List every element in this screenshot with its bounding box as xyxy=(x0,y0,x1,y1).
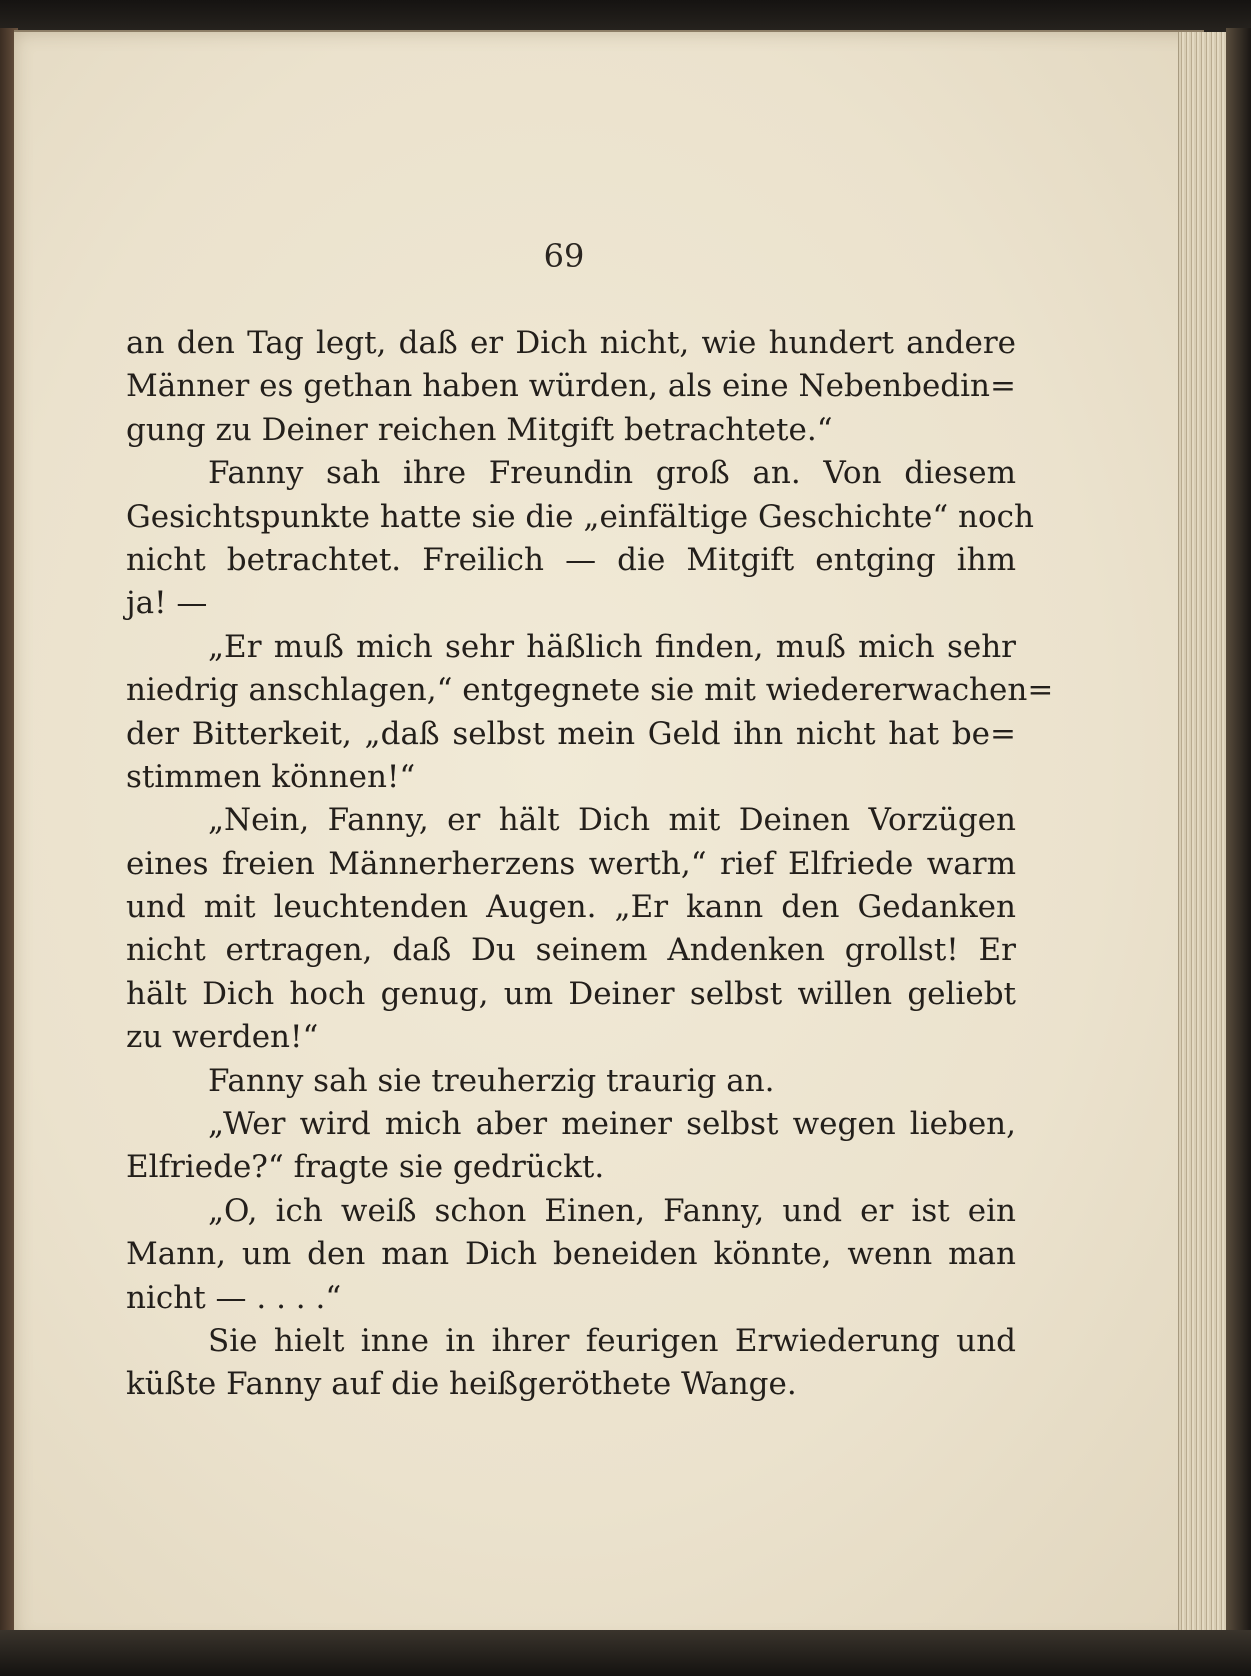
text-line: zu werden!“ xyxy=(126,1019,319,1056)
page-stack-edges xyxy=(1178,32,1227,1632)
text-line: Elfriede?“ fragte sie gedrückt. xyxy=(126,1149,605,1186)
text-line: Gesichtspunkte hatte sie die „einfältige Geschichte“ noch xyxy=(126,498,1035,535)
book-cover-right-edge xyxy=(1226,28,1251,1640)
text-line: Sie hielt inne in ihrer feurigen Erwiederung und xyxy=(208,1322,1016,1359)
text-line: niedrig anschlagen,“ entgegnete sie mit wiedererwachen= xyxy=(126,672,1054,709)
text-line: hält Dich hoch genug, um Deiner selbst willen geliebt xyxy=(126,975,1016,1012)
book-cover-bottom-edge xyxy=(0,1630,1251,1676)
text-line: gung zu Deiner reichen Mitgift betrachtete.“ xyxy=(126,411,833,448)
text-line: Mann, um den man Dich beneiden könnte, wenn man xyxy=(126,1236,1016,1273)
text-line: „O, ich weiß schon Einen, Fanny, und er ist ein xyxy=(208,1192,1016,1229)
text-line: stimmen können!“ xyxy=(126,758,416,795)
page-number: 69 xyxy=(543,237,585,275)
text-line: Fanny sah sie treuherzig traurig an. xyxy=(208,1062,775,1099)
text-line: Männer es gethan haben würden, als eine Nebenbedin= xyxy=(126,368,1016,405)
text-line: „Nein, Fanny, er hält Dich mit Deinen Vorzügen xyxy=(208,802,1016,839)
text-line: der Bitterkeit, „daß selbst mein Geld ihn nicht hat be= xyxy=(126,715,1016,752)
text-line: „Wer wird mich aber meiner selbst wegen lieben, xyxy=(208,1106,1016,1143)
text-line: und mit leuchtenden Augen. „Er kann den Gedanken xyxy=(126,889,1016,926)
book-page xyxy=(14,30,1204,1644)
text-line: eines freien Männerherzens werth,“ rief Elfriede warm xyxy=(126,845,1016,882)
text-line: nicht ertragen, daß Du seinem Andenken grollst! Er xyxy=(126,932,1016,969)
text-line: nicht betrachtet. Freilich — die Mitgift entging ihm xyxy=(126,541,1016,578)
text-line: an den Tag legt, daß er Dich nicht, wie hundert andere xyxy=(126,325,1016,361)
page-text-block xyxy=(126,322,1054,1407)
text-line: ja! — xyxy=(126,585,208,622)
text-line: nicht — . . . .“ xyxy=(126,1279,342,1316)
text-line: „Er muß mich sehr häßlich finden, muß mich sehr xyxy=(208,628,1016,665)
text-line: Fanny sah ihre Freundin groß an. Von diesem xyxy=(208,455,1016,492)
text-line: küßte Fanny auf die heißgeröthete Wange. xyxy=(126,1366,797,1403)
